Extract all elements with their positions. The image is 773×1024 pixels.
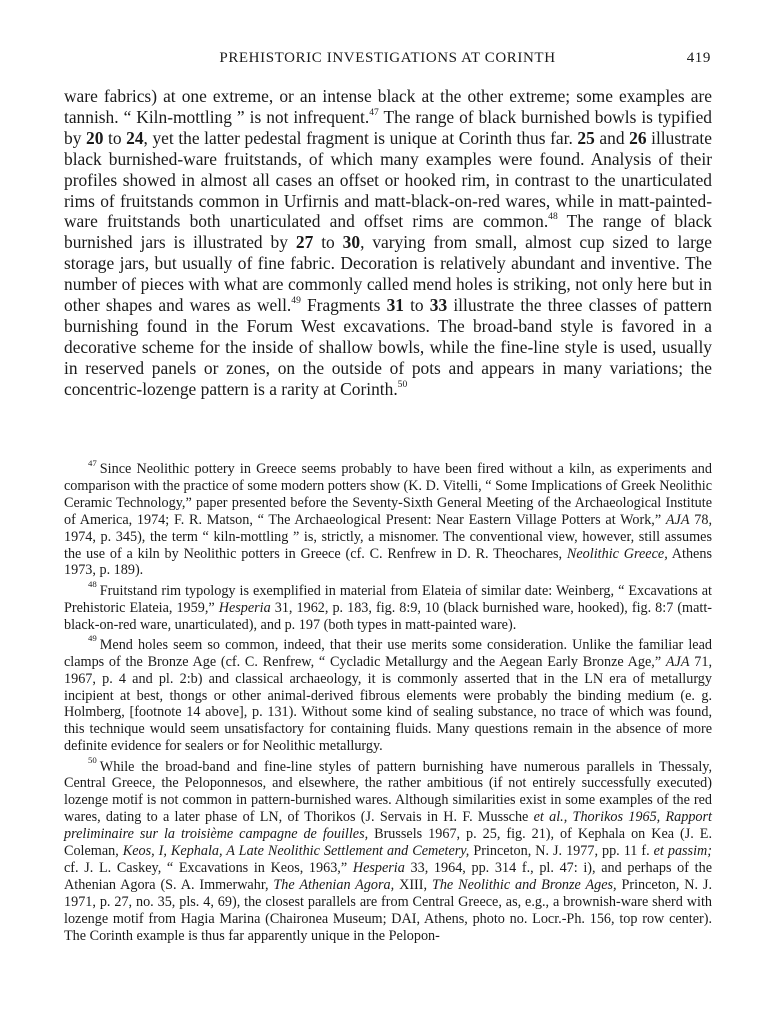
catalogue-number: 24	[126, 127, 144, 148]
footnote-italic: Keos, I, Kephala, A Late Neolithic Settlement and Cemetery,	[122, 843, 470, 860]
body-text-run: The range of black burnished jars is illustrated by	[64, 211, 712, 253]
footnote-50	[64, 755, 713, 945]
footnote-ref-48[interactable]: 48	[548, 211, 558, 223]
footnote-ref-47[interactable]: 47	[369, 106, 379, 118]
body-text-run: The range of black burnished bowls is typified by	[64, 106, 712, 148]
footnote-text: 71, 1967, p. 4 and pl. 2:b) and classical archaeology, it is commonly asserted that in the LN era of metallurgy incipient at best, thongs or other animal-derived fibrous elements were probably the binding medium (e. g. Holmberg, [footnote 14 above], p. 131). Without some kind of sealing substance, no trace of which was found, this technique would seem unsatisfactory for containing fluids. Many questions remain in the absence of more definite evidence for sealers or for Neolithic metallurgy.	[64, 653, 713, 755]
catalogue-number: 33	[429, 295, 448, 316]
footnote-text: 31, 1962, p. 183, fig. 8:9, 10 (black burnished ware, hooked), fig. 8:7 (matt-black-on-red ware, unarticulated), and p. 197 (both types in matt-painted ware).	[64, 599, 713, 633]
footnote-text: Mend holes seem so common, indeed, that their use merits some consideration. Unlike the familiar lead clamps of the Bronze Age (cf. C. Renfrew, “ Cycladic Metallurgy and the Aegean Early Bronze Age,”	[64, 636, 712, 670]
footnotes	[64, 457, 713, 948]
footnote-italic: et al., Thorikos 1965, Rapport preliminaire sur la troisième campagne de fouilles,	[64, 809, 712, 843]
body-text-run: ware fabrics) at one extreme, or an intense black at the other extreme; some examples are tannish. “ Kiln-mottling ” is not infrequent.	[64, 86, 712, 127]
footnote-italic: Hesperia	[218, 599, 271, 616]
running-head	[64, 50, 711, 72]
catalogue-number: 27	[295, 232, 314, 253]
footnote-italic: AJA	[665, 511, 690, 528]
body-text-run: illustrate the three classes of pattern burnishing found in the Forum West excavations. The broad-band style is favored in a decorative scheme for the inside of shallow bowls, while the fine-line style is used, usually in reserved panels or zones, on the outside of pots and appears in many variations; the concentric-lozenge pattern is a rarity at Corinth.	[64, 295, 712, 399]
catalogue-number: 26	[629, 127, 647, 148]
footnote-text: Princeton, N. J. 1971, p. 27, no. 35, pls. 4, 69), the closest parallels are from Central Greece, as, e.g., a brownish-ware sherd with lozenge motif from Hagia Marina (Chaironea Museum; DAI, Athens, photo no. Locr.-Ph. 156, top row center). The Corinth example is thus far apparently unique in the Pelopon-	[64, 876, 713, 944]
footnote-italic: et passim;	[653, 843, 712, 860]
body-text-run: illustrate black burnished-ware fruitstands, of which many examples were found. Analysis of their profiles showed in almost all cases an offset or hooked rim, in contrast to the unarticulated rims of fruitstands common in Urfirnis and matt-black-on-red wares, while in matt-painted-ware fruitstands both unarticulated and offset rims are common.	[64, 127, 712, 232]
running-title: PREHISTORIC INVESTIGATIONS AT CORINTH	[219, 50, 556, 66]
footnote-number: 47	[88, 457, 97, 468]
footnote-text: Brussels 1967, p. 25, fig. 21), of Kephala on Kea (J. E. Coleman,	[64, 826, 712, 860]
body-text-run: , varying from small, almost cup sized to large storage jars, but usually of fine fabric. Decoration is relatively abundant and inventive. The number of pieces with what are commonly called mend holes is striking, not only here but in other shapes and wares as well.	[64, 232, 712, 316]
body-paragraph	[64, 86, 712, 400]
footnote-text: Fruitstand rim typology is exemplified in material from Elateia of similar date: Weinberg, “ Excavations at Prehistoric Elateia, 1959,”	[64, 582, 712, 616]
footnote-italic: Hesperia	[352, 860, 405, 877]
footnote-text: XIII,	[394, 876, 432, 893]
footnote-text: 33, 1964, pp. 314 f., pl. 47: i), and perhaps of the Athenian Agora (S. A. Immerwahr,	[64, 860, 712, 893]
body-text-run: to	[313, 232, 343, 253]
body-text-run: to	[403, 295, 430, 316]
footnote-italic: The Athenian Agora,	[273, 876, 395, 893]
page-number: 419	[686, 50, 711, 66]
footnote-text: 78, 1974, p. 345), the term “ kiln-mottling ” is, strictly, a misnomer. The conventional view, however, still assumes the use of a kiln by Neolithic potters in Greece (cf. C. Renfrew in D. R. Theochares,	[64, 511, 712, 562]
catalogue-number: 31	[386, 295, 404, 316]
footnote-number: 48	[88, 579, 97, 590]
catalogue-number: 25	[577, 127, 595, 148]
footnote-49	[64, 633, 713, 755]
footnote-ref-50[interactable]: 50	[397, 378, 408, 390]
footnote-48	[64, 579, 713, 634]
catalogue-number: 30	[342, 232, 361, 253]
body-text-run: , yet the latter pedestal fragment is unique at Corinth thus far.	[143, 127, 578, 148]
body-text-run: and	[594, 127, 630, 148]
footnote-text: Princeton, N. J. 1977, pp. 11 f.	[469, 843, 654, 860]
footnote-text: cf. J. L. Caskey, “ Excavations in Keos, 1963,”	[64, 860, 353, 877]
footnote-ref-49[interactable]: 49	[291, 294, 301, 306]
body-text-run: Fragments	[300, 295, 387, 316]
footnote-text: Athens 1973, p. 189).	[64, 545, 712, 579]
footnote-number: 49	[88, 633, 97, 644]
footnote-text: Since Neolithic pottery in Greece seems probably to have been fired without a kiln, as experiments and comparison with the practice of some modern potters show (K. D. Vitelli, “ Some Implications of Greek Neolithic Ceramic Technology,” paper presented before the Seventy-Sixth General Meeting of the Archaeological Institute of America, 1974; F. R. Matson, “ The Archaeological Present: Near Eastern Village Potters at Work,”	[64, 461, 712, 528]
footnote-47	[64, 457, 712, 579]
footnote-text: While the broad-band and fine-line styles of pattern burnishing have numerous parallels in Thessaly, Central Greece, the Peloponnesos, and elsewhere, the rather ambitious (if not entirely successfully executed) lozenge motif is not common in pattern-burnished wares. Although similarities exist in some examples of the red wares, dating to a later phase of LN, of Thorikos (J. Servais in H. F. Mussche	[64, 758, 712, 826]
footnote-italic: AJA	[665, 653, 690, 670]
catalogue-number: 20	[86, 127, 104, 148]
footnote-number: 50	[88, 755, 97, 766]
footnote-italic: The Neolithic and Bronze Ages,	[431, 876, 617, 893]
footnote-italic: Neolithic Greece,	[566, 545, 668, 562]
body-text-run: to	[103, 127, 127, 148]
